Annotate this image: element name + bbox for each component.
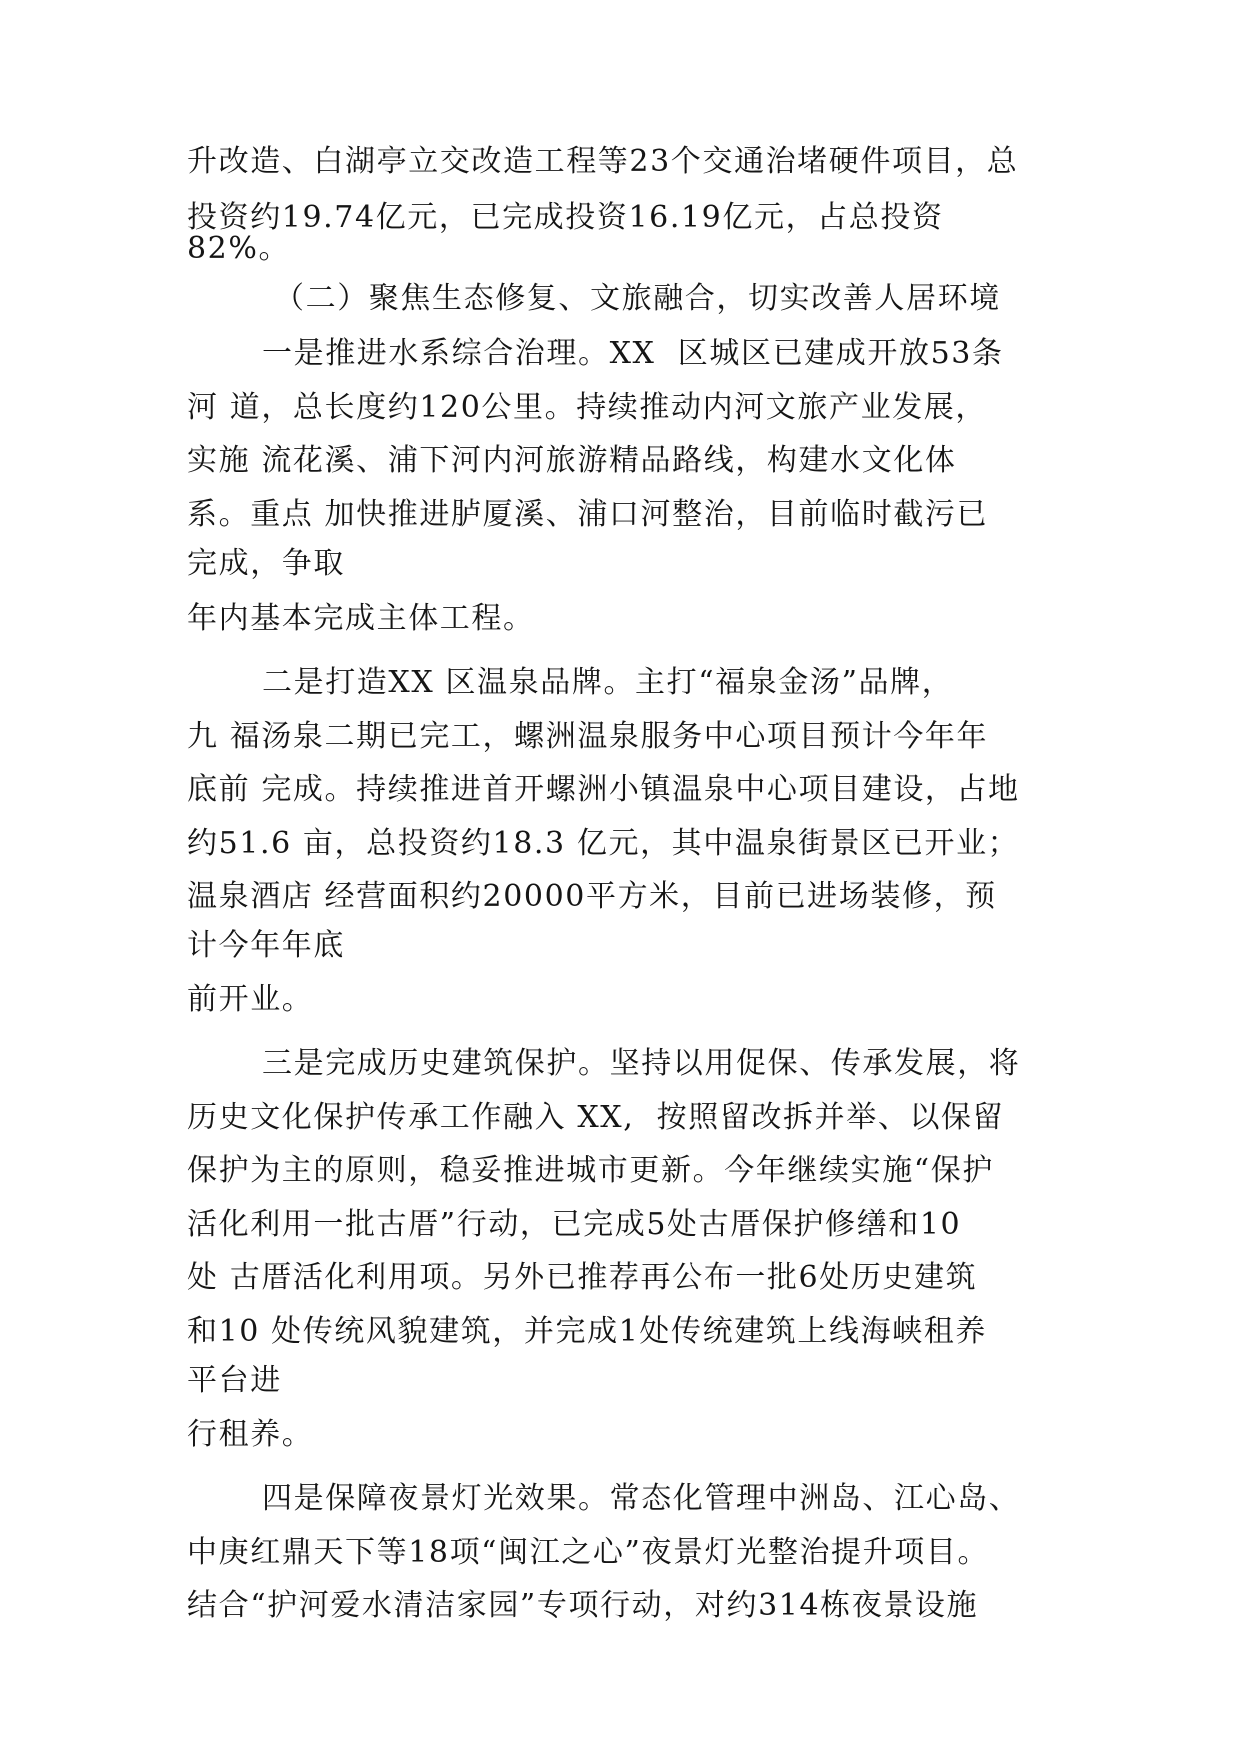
paragraph-5-line-2: 中庚红鼎天下等18项“闽江之心”夜景灯光整治提升项目。 bbox=[187, 1535, 990, 1570]
paragraph-2-line-5: 完成，争取 bbox=[187, 546, 345, 581]
paragraph-4-line-1: 三是完成历史建筑保护。坚持以用促保、传承发展，将 bbox=[262, 1046, 1021, 1081]
paragraph-3-line-1: 二是打造XX 区温泉品牌。主打“福泉金汤”品牌， bbox=[262, 665, 954, 700]
paragraph-4-line-6: 和10 处传统风貌建筑，并完成1处传统建筑上线海峡租养 bbox=[187, 1314, 987, 1349]
paragraph-2-line-2: 河 道，总长度约120公里。持续推动内河文旅产业发展， bbox=[187, 390, 987, 425]
paragraph-4-line-4: 活化利用一批古厝”行动，已完成5处古厝保护修缮和10 bbox=[187, 1207, 962, 1242]
section-heading: （二）聚焦生态修复、文旅融合，切实改善人居环境 bbox=[274, 281, 1001, 316]
paragraph-3-line-6: 计今年年底 bbox=[187, 928, 345, 963]
paragraph-1-line-2: 投资约19.74亿元，已完成投资16.19亿元，占总投资 bbox=[187, 200, 944, 235]
paragraph-2-line-6: 年内基本完成主体工程。 bbox=[187, 601, 535, 636]
paragraph-2-line-4: 系。重点 加快推进胪厦溪、浦口河整治，目前临时截污已 bbox=[187, 497, 989, 532]
paragraph-2-line-1: 一是推进水系综合治理。XX 区城区已建成开放53条 bbox=[262, 336, 1004, 371]
paragraph-3-line-3: 底前 完成。持续推进首开螺洲小镇温泉中心项目建设，占地 bbox=[187, 772, 1020, 807]
paragraph-3-line-2: 九 福汤泉二期已完工，螺洲温泉服务中心项目预计今年年 bbox=[187, 719, 989, 754]
paragraph-1-line-1: 升改造、白湖亭立交改造工程等23个交通治堵硬件项目，总 bbox=[187, 144, 1019, 179]
paragraph-4-line-7: 平台进 bbox=[187, 1363, 282, 1398]
paragraph-3-line-5: 温泉酒店 经营面积约20000平方米，目前已进场装修，预 bbox=[187, 879, 997, 914]
paragraph-4-line-2: 历史文化保护传承工作融入 XX, 按照留改拆并举、以保留 bbox=[187, 1100, 1005, 1135]
paragraph-1-line-3: 82%。 bbox=[187, 231, 291, 266]
paragraph-2-line-3: 实施 流花溪、浦下河内河旅游精品路线，构建水文化体 bbox=[187, 443, 957, 478]
paragraph-5-line-3: 结合“护河爱水清洁家园”专项行动，对约314栋夜景设施 bbox=[187, 1588, 979, 1623]
paragraph-4-line-3: 保护为主的原则，稳妥推进城市更新。今年继续实施“保护 bbox=[187, 1153, 994, 1188]
paragraph-3-line-4: 约51.6 亩，总投资约18.3 亿元，其中温泉街景区已开业； bbox=[187, 826, 1020, 861]
paragraph-5-line-1: 四是保障夜景灯光效果。常态化管理中洲岛、江心岛、 bbox=[262, 1481, 1021, 1516]
paragraph-4-line-5: 处 古厝活化利用项。另外已推荐再公布一批6处历史建筑 bbox=[187, 1260, 978, 1295]
paragraph-4-line-8: 行租养。 bbox=[187, 1417, 314, 1452]
paragraph-3-line-7: 前开业。 bbox=[187, 982, 314, 1017]
